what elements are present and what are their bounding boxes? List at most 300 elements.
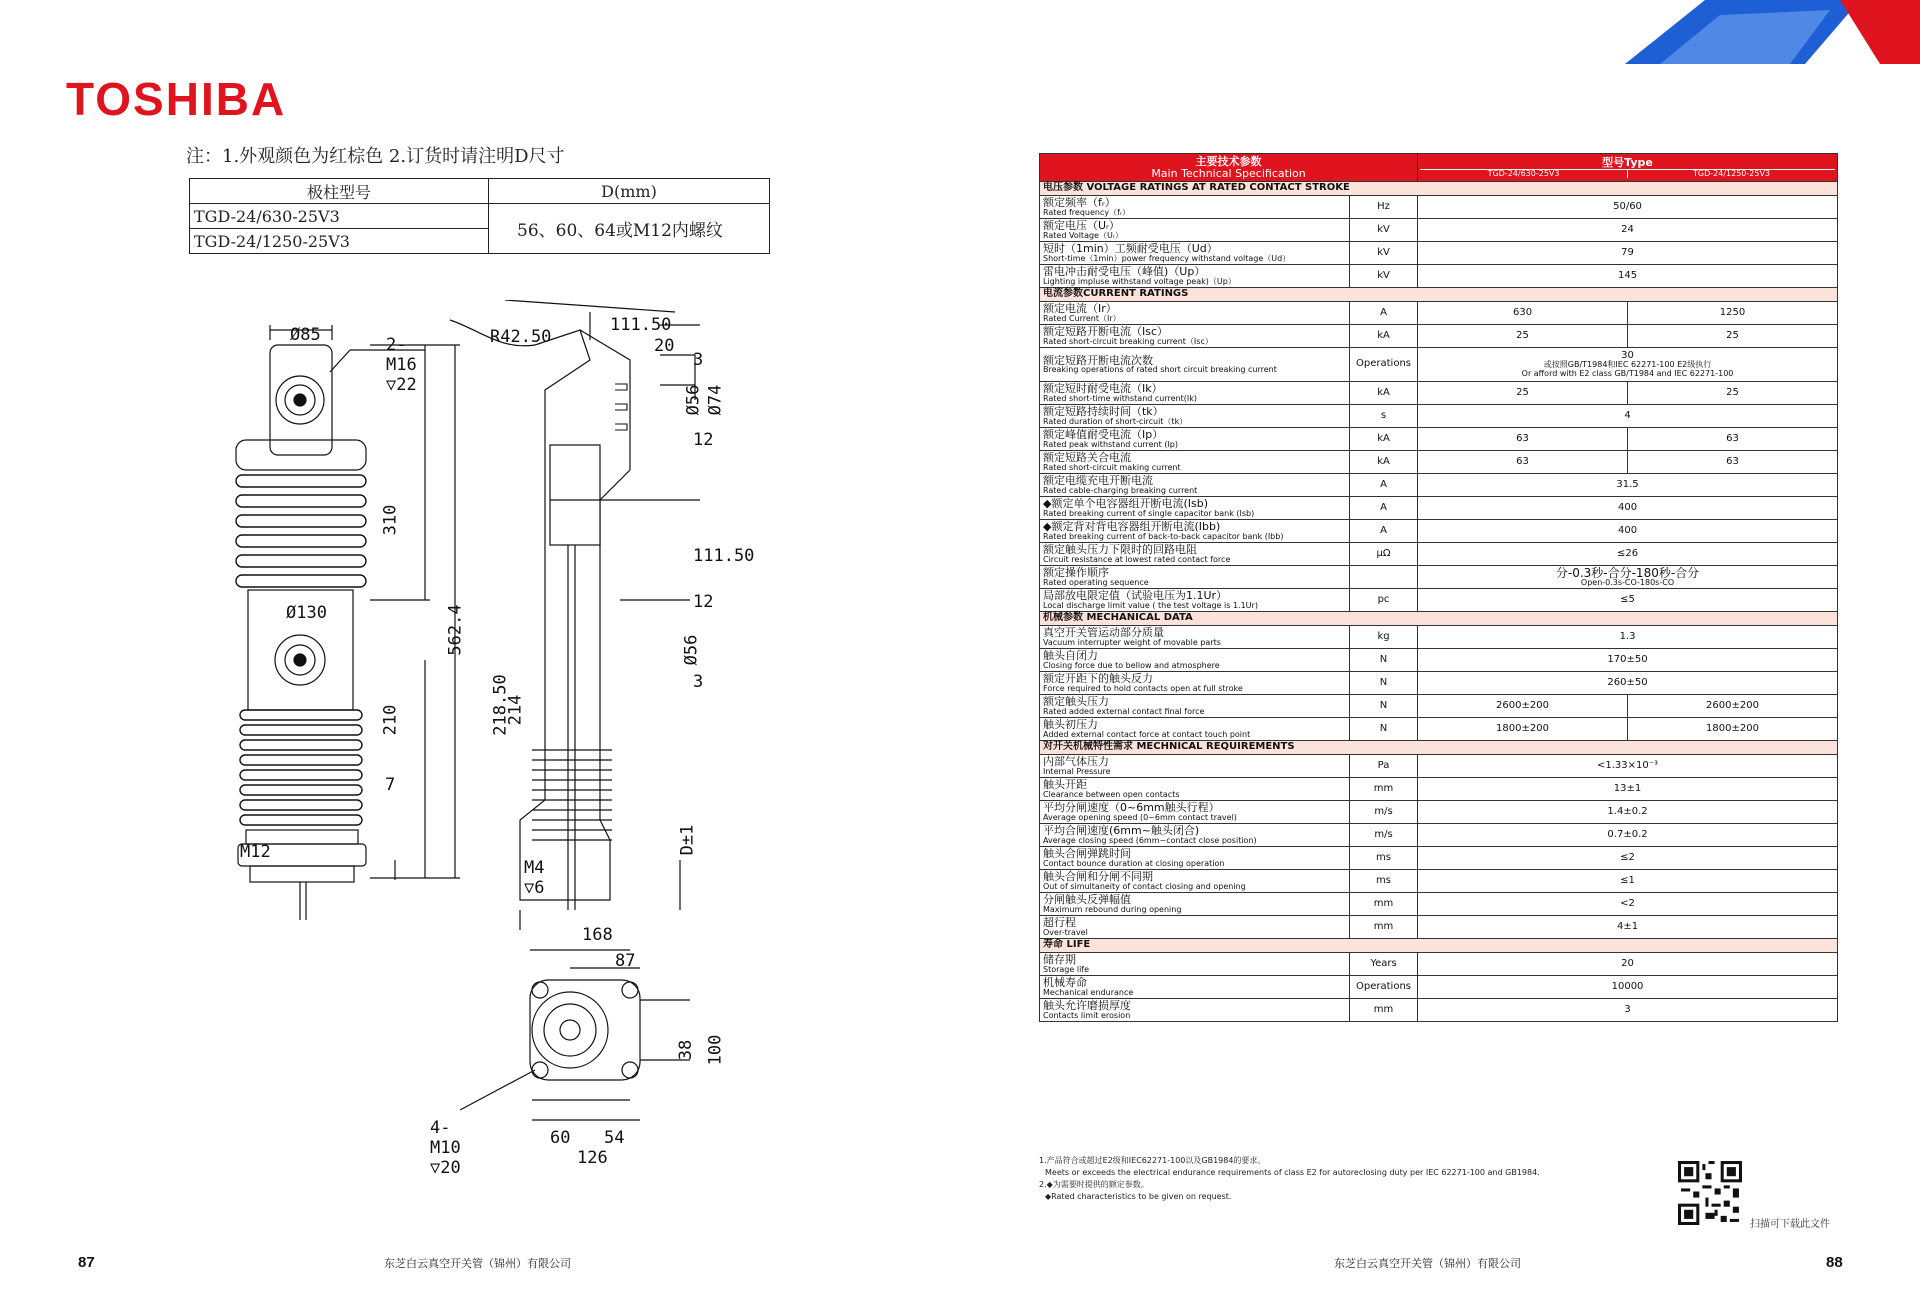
param-en: Rated short-circuit breaking current（Isc） — [1043, 336, 1213, 346]
param-en: Contacts limit erosion — [1043, 1010, 1131, 1020]
dim-label: 12 — [693, 592, 714, 612]
value-main: 10000 — [1611, 980, 1644, 992]
dim-label: Ø56 — [683, 384, 704, 416]
footer-right: 东芝白云真空开关管（锦州）有限公司 — [1334, 1257, 1521, 1270]
param-en: Closing force due to bellow and atmosphere — [1043, 660, 1220, 670]
param-name — [1040, 302, 1350, 325]
model-2-label: TGD-24/1250-25V3 — [1627, 170, 1835, 178]
param-unit: μΩ — [1350, 543, 1418, 566]
dim-label: 126 — [577, 1148, 608, 1168]
param-name — [1040, 566, 1350, 589]
param-unit: ms — [1350, 870, 1418, 893]
dim-label: R42.50 — [490, 327, 552, 347]
param-name — [1040, 474, 1350, 497]
param-value: 63 — [1418, 428, 1628, 451]
spec-row — [1040, 953, 1838, 976]
value-main: 0.7±0.2 — [1607, 828, 1648, 840]
param-value: 25 — [1418, 325, 1628, 348]
param-zh: ◆额定单个电容器组开断电流(Isb) — [1043, 497, 1208, 511]
dim-label: Ø130 — [286, 603, 327, 623]
type-label: 型号Type — [1602, 156, 1653, 170]
dim-label: 210 — [380, 704, 401, 736]
param-value — [1418, 672, 1838, 695]
param-unit: A — [1350, 520, 1418, 543]
param-unit: kg — [1350, 626, 1418, 649]
dim-label: 562.4 — [445, 604, 466, 656]
param-value — [1418, 626, 1838, 649]
dim-label: D±1 — [677, 824, 698, 856]
spec-row — [1040, 801, 1838, 824]
spec-row — [1040, 847, 1838, 870]
param-name — [1040, 497, 1350, 520]
param-value — [1418, 242, 1838, 265]
param-value: 63 — [1628, 451, 1838, 474]
footnote-1-en: Meets or exceeds the electrical endurance requirements of class E2 for autoreclosing duty per IEC 62271-100 and GB1984. — [1045, 1168, 1540, 1177]
dim-header-model: 极柱型号 — [190, 179, 489, 204]
param-name — [1040, 589, 1350, 612]
param-name — [1040, 242, 1350, 265]
spec-row — [1040, 265, 1838, 288]
value-main: 4±1 — [1616, 920, 1639, 932]
param-name — [1040, 265, 1350, 288]
spec-row — [1040, 242, 1838, 265]
param-name — [1040, 718, 1350, 741]
param-name — [1040, 348, 1350, 382]
section-title: 对开关机械特性需求 MECHNICAL REQUIREMENTS — [1040, 741, 1838, 755]
param-value — [1418, 566, 1838, 589]
param-value — [1418, 589, 1838, 612]
dim-label: Ø74 — [705, 384, 726, 416]
spec-row — [1040, 695, 1838, 718]
param-zh: 额定短路持续时间（tk） — [1043, 405, 1164, 419]
toshiba-logo: TOSHIBA — [66, 73, 287, 125]
dim-model-2: TGD-24/1250-25V3 — [190, 229, 489, 254]
param-name — [1040, 428, 1350, 451]
param-zh: 超行程 — [1043, 916, 1076, 930]
param-name — [1040, 451, 1350, 474]
spec-row — [1040, 497, 1838, 520]
spec-section-header — [1040, 612, 1838, 626]
footnotes — [1039, 1155, 1540, 1203]
param-zh: 机械寿命 — [1043, 976, 1087, 990]
dim-label: 54 — [604, 1128, 625, 1148]
param-value — [1418, 824, 1838, 847]
param-zh: 触头初压力 — [1043, 718, 1098, 732]
param-zh: 触头自闭力 — [1043, 649, 1098, 663]
section-title: 电流参数CURRENT RATINGS — [1040, 288, 1838, 302]
value-main: ≤2 — [1620, 851, 1635, 863]
param-value — [1418, 497, 1838, 520]
spec-body — [1040, 182, 1838, 1022]
param-name — [1040, 847, 1350, 870]
dim-label: 100 — [705, 1034, 726, 1066]
value-main: 31.5 — [1616, 478, 1639, 490]
value-main: 145 — [1617, 269, 1638, 281]
param-name — [1040, 916, 1350, 939]
param-en: Out of simultaneity of contact closing and opening — [1043, 881, 1246, 891]
param-value — [1418, 474, 1838, 497]
param-unit: A — [1350, 474, 1418, 497]
param-en: Clearance between open contacts — [1043, 789, 1180, 799]
param-value: 2600±200 — [1418, 695, 1628, 718]
param-zh: 触头开距 — [1043, 778, 1087, 792]
spec-row — [1040, 778, 1838, 801]
param-zh: 内部气体压力 — [1043, 755, 1109, 769]
value-sub: 或按照GB/T1984和IEC 62271-100 E2级执行 — [1543, 360, 1712, 370]
param-unit: N — [1350, 649, 1418, 672]
footnote-1: 1.产品符合或超过E2级和IEC62271-100以及GB1984的要求。 — [1039, 1156, 1266, 1165]
spec-row — [1040, 566, 1838, 589]
param-unit: Years — [1350, 953, 1418, 976]
param-zh: 额定短路开断电流（Isc） — [1043, 325, 1169, 339]
param-name — [1040, 801, 1350, 824]
param-unit: A — [1350, 497, 1418, 520]
param-unit: kV — [1350, 265, 1418, 288]
value-main: 24 — [1621, 223, 1634, 235]
spec-row — [1040, 543, 1838, 566]
param-value: 630 — [1418, 302, 1628, 325]
value-main: ≤1 — [1620, 874, 1635, 886]
footnote-2-en: ◆Rated characteristics to be given on request. — [1045, 1192, 1232, 1201]
param-en: Rated cable-charging breaking current — [1043, 485, 1198, 495]
param-zh: 额定峰值耐受电流（Ip） — [1043, 428, 1164, 442]
dim-label: 12 — [693, 430, 714, 450]
param-value — [1418, 976, 1838, 999]
order-note: 注：1.外观颜色为红棕色 2.订货时请注明D尺寸 — [186, 146, 565, 167]
value-main: <2 — [1620, 897, 1635, 909]
param-en: Rated Current（Ir） — [1043, 313, 1121, 323]
param-value — [1418, 870, 1838, 893]
dim-label: 38 — [676, 1039, 697, 1061]
param-value — [1418, 219, 1838, 242]
page-number-right: 88 — [1826, 1254, 1843, 1271]
section-title: 寿命 LIFE — [1040, 939, 1838, 953]
dim-model-1: TGD-24/630-25V3 — [190, 204, 489, 229]
value-main: 分-0.3秒-合分-180秒-合分 — [1555, 565, 1700, 580]
param-en: Added external contact force at contact touch point — [1043, 729, 1251, 739]
param-zh: 触头允许磨损厚度 — [1043, 999, 1131, 1013]
param-name — [1040, 626, 1350, 649]
param-value: 2600±200 — [1628, 695, 1838, 718]
spec-row — [1040, 916, 1838, 939]
param-name — [1040, 520, 1350, 543]
param-unit: N — [1350, 695, 1418, 718]
dim-label: 2-M16 ▽22 — [386, 335, 417, 395]
spec-row — [1040, 405, 1838, 428]
dim-label: 3 — [693, 672, 704, 692]
page-number-left: 87 — [78, 1254, 95, 1271]
param-zh: 额定短时耐受电流（Ik） — [1043, 382, 1163, 396]
param-unit: mm — [1350, 778, 1418, 801]
param-en: Over-travel — [1043, 927, 1088, 937]
param-unit: kA — [1350, 382, 1418, 405]
param-name — [1040, 325, 1350, 348]
param-value — [1418, 543, 1838, 566]
spec-row — [1040, 626, 1838, 649]
param-name — [1040, 196, 1350, 219]
param-zh: 局部放电限定值（试验电压为1.1Ur） — [1043, 589, 1228, 603]
dimension-table — [189, 178, 770, 254]
spec-row — [1040, 870, 1838, 893]
param-value — [1418, 801, 1838, 824]
param-unit: kA — [1350, 428, 1418, 451]
value-main: 3 — [1624, 1003, 1631, 1015]
param-en: Mechanical endurance — [1043, 987, 1134, 997]
param-name — [1040, 976, 1350, 999]
param-unit: m/s — [1350, 801, 1418, 824]
param-en: Breaking operations of rated short circuit breaking current — [1043, 365, 1277, 375]
spec-row — [1040, 718, 1838, 741]
param-unit: mm — [1350, 999, 1418, 1022]
param-unit: kV — [1350, 242, 1418, 265]
param-name — [1040, 543, 1350, 566]
param-en: Contact bounce duration at closing operation — [1043, 858, 1225, 868]
param-en: Internal Pressure — [1043, 766, 1111, 776]
section-view — [450, 300, 700, 930]
value-main: 400 — [1617, 524, 1638, 536]
param-zh: 额定电缆充电开断电流 — [1043, 474, 1153, 488]
param-zh: 额定电压（Uᵣ） — [1043, 219, 1120, 233]
param-value: 25 — [1418, 382, 1628, 405]
param-en: Short-time（1min）power frequency withstand voltage（Ud） — [1043, 253, 1291, 263]
param-zh: 雷电冲击耐受电压（峰值)（Up） — [1043, 265, 1206, 279]
param-unit: kA — [1350, 451, 1418, 474]
spec-row — [1040, 649, 1838, 672]
param-zh: 额定短路关合电流 — [1043, 451, 1131, 465]
param-value — [1418, 196, 1838, 219]
model-1-label: TGD-24/630-25V3 — [1487, 168, 1560, 178]
param-unit: kV — [1350, 219, 1418, 242]
spec-section-header — [1040, 939, 1838, 953]
param-unit: s — [1350, 405, 1418, 428]
param-en: Rated frequency（fᵣ） — [1043, 207, 1130, 217]
dim-label: M12 — [240, 842, 271, 862]
dim-header-d: D(mm) — [489, 179, 770, 204]
param-unit: ms — [1350, 847, 1418, 870]
param-value — [1418, 999, 1838, 1022]
qr-code[interactable] — [1678, 1161, 1742, 1225]
param-zh: 额定触头压力下限时的回路电阻 — [1043, 543, 1197, 557]
spec-row — [1040, 824, 1838, 847]
dim-label: Ø85 — [290, 325, 321, 345]
spec-row — [1040, 451, 1838, 474]
value-main: 400 — [1617, 501, 1638, 513]
value-main: 30 — [1621, 349, 1634, 361]
param-en: Rated operating sequence — [1043, 577, 1149, 587]
param-zh: 储存期 — [1043, 953, 1076, 967]
param-zh: 额定开距下的触头反力 — [1043, 672, 1153, 686]
dim-label: 60 — [550, 1128, 571, 1148]
param-value — [1418, 847, 1838, 870]
value-main: ≤26 — [1616, 547, 1639, 559]
dim-label: 3 — [693, 350, 704, 370]
param-name — [1040, 695, 1350, 718]
spec-row — [1040, 672, 1838, 695]
param-value — [1418, 953, 1838, 976]
value-main: 260±50 — [1607, 676, 1648, 688]
corner-decoration — [1360, 0, 1920, 70]
param-name — [1040, 382, 1350, 405]
param-zh: 额定电流（Ir） — [1043, 302, 1117, 316]
dim-label: 4-M10 ▽20 — [430, 1118, 461, 1178]
param-value — [1418, 265, 1838, 288]
param-en: Rated peak withstand current (Ip) — [1043, 439, 1178, 449]
spec-row — [1040, 474, 1838, 497]
param-en: Lighting impluse withstand voltage peak)（Up） — [1043, 276, 1236, 286]
spec-row — [1040, 428, 1838, 451]
param-value: 63 — [1418, 451, 1628, 474]
param-zh: 分闸触头反弹幅值 — [1043, 893, 1131, 907]
param-zh: ◆额定背对背电容器组开断电流(Ibb) — [1043, 520, 1221, 534]
param-en: Vacuum interrupter weight of movable parts — [1043, 637, 1221, 647]
param-name — [1040, 953, 1350, 976]
value-sub-en: Or afford with E2 class GB/T1984 and IEC 62271-100 — [1521, 368, 1734, 378]
dim-label: Ø56 — [681, 634, 702, 666]
value-main: 1.3 — [1619, 630, 1636, 642]
param-unit: N — [1350, 672, 1418, 695]
param-name — [1040, 219, 1350, 242]
spec-row — [1040, 893, 1838, 916]
param-unit: mm — [1350, 916, 1418, 939]
param-value: 1800±200 — [1418, 718, 1628, 741]
param-value: 1800±200 — [1628, 718, 1838, 741]
bottom-view — [460, 950, 690, 1120]
param-unit — [1350, 566, 1418, 589]
param-name — [1040, 870, 1350, 893]
param-name — [1040, 755, 1350, 778]
param-name — [1040, 999, 1350, 1022]
spec-row — [1040, 382, 1838, 405]
spec-header-en: Main Technical Specification — [1151, 166, 1306, 180]
spec-row — [1040, 219, 1838, 242]
param-unit: m/s — [1350, 824, 1418, 847]
dim-label: 111.50 — [693, 546, 755, 566]
dim-label: 7 — [385, 775, 396, 795]
dim-d-value: 56、60、64或M12内螺纹 — [489, 204, 770, 254]
footer-left: 东芝白云真空开关管（锦州）有限公司 — [384, 1257, 571, 1270]
param-en: Rated duration of short-circuit（tk） — [1043, 416, 1188, 426]
spec-section-header — [1040, 288, 1838, 302]
param-en: Storage life — [1043, 964, 1090, 974]
param-unit: kA — [1350, 325, 1418, 348]
param-zh: 触头合闸弹跳时间 — [1043, 847, 1131, 861]
param-value — [1418, 755, 1838, 778]
param-en: Maximum rebound during opening — [1043, 904, 1182, 914]
param-en: Rated breaking current of single capacitor bank (Isb) — [1043, 508, 1255, 518]
param-zh: 平均分闸速度（0~6mm触头行程） — [1043, 801, 1220, 815]
param-value — [1418, 778, 1838, 801]
front-view — [236, 325, 460, 920]
param-value — [1418, 520, 1838, 543]
param-value — [1418, 893, 1838, 916]
param-en: Force required to hold contacts open at full stroke — [1043, 683, 1243, 693]
param-unit: Operations — [1350, 976, 1418, 999]
spec-header-cell — [1040, 154, 1418, 182]
spec-row — [1040, 755, 1838, 778]
param-unit: Pa — [1350, 755, 1418, 778]
value-main: 4 — [1624, 409, 1631, 421]
dim-label: M4 ▽6 — [524, 858, 545, 898]
dim-label: 218.50 — [490, 674, 511, 736]
value-main: 20 — [1621, 957, 1634, 969]
param-name — [1040, 405, 1350, 428]
param-unit: pc — [1350, 589, 1418, 612]
param-en: Average opening speed (0~6mm contact travel) — [1043, 812, 1237, 822]
param-unit: Operations — [1350, 348, 1418, 382]
spec-section-header — [1040, 741, 1838, 755]
dim-label: 111.50 — [610, 315, 672, 335]
param-en: Rated added external contact final force — [1043, 706, 1205, 716]
param-value: 63 — [1628, 428, 1838, 451]
param-en: Rated breaking current of back-to-back capacitor bank (Ibb) — [1043, 531, 1284, 541]
dim-label: 310 — [380, 504, 401, 536]
param-name — [1040, 672, 1350, 695]
param-zh: 平均合闸速度(6mm~触头闭合) — [1043, 824, 1200, 838]
param-unit: N — [1350, 718, 1418, 741]
spec-row — [1040, 325, 1838, 348]
param-en: Rated short-circuit making current — [1043, 462, 1181, 472]
param-name — [1040, 649, 1350, 672]
param-unit: mm — [1350, 893, 1418, 916]
param-en: Average closing speed (6mm~contact close position) — [1043, 835, 1257, 845]
param-en: Rated short-time withstand current(Ik) — [1043, 393, 1197, 403]
param-value — [1418, 649, 1838, 672]
param-value: 1250 — [1628, 302, 1838, 325]
param-zh: 短时（1min）工频耐受电压（Ud） — [1043, 242, 1218, 256]
spec-row — [1040, 976, 1838, 999]
section-title: 电压参数 VOLTAGE RATINGS AT RATED CONTACT STROKE — [1040, 182, 1838, 196]
technical-drawing — [220, 300, 740, 1180]
value-main: <1.33×10⁻³ — [1596, 759, 1659, 771]
param-value: 25 — [1628, 325, 1838, 348]
param-name — [1040, 824, 1350, 847]
param-value — [1418, 916, 1838, 939]
spec-row — [1040, 520, 1838, 543]
value-main: 170±50 — [1607, 653, 1648, 665]
param-zh: 额定触头压力 — [1043, 695, 1109, 709]
footnote-2: 2.◆为需要时提供的额定参数。 — [1039, 1180, 1149, 1189]
section-title: 机械参数 MECHANICAL DATA — [1040, 612, 1838, 626]
qr-caption: 扫描可下载此文件 — [1750, 1219, 1830, 1230]
dim-label: 20 — [654, 336, 675, 356]
value-main: 13±1 — [1613, 782, 1642, 794]
spec-section-header — [1040, 182, 1838, 196]
param-value — [1418, 348, 1838, 382]
spec-row — [1040, 302, 1838, 325]
param-zh: 额定频率（fᵣ） — [1043, 196, 1116, 210]
value-sub: Open-0.3s-CO-180s-CO — [1580, 578, 1675, 588]
spec-header-zh: 主要技术参数 — [1195, 155, 1262, 168]
spec-row — [1040, 196, 1838, 219]
value-main: ≤5 — [1620, 593, 1635, 605]
param-zh: 真空开关管运动部分质量 — [1043, 626, 1164, 640]
dim-label: 87 — [615, 951, 636, 971]
param-en: Rated Voltage（Uᵣ） — [1043, 230, 1123, 240]
value-main: 50/60 — [1613, 200, 1642, 212]
value-main: 79 — [1621, 246, 1634, 258]
value-main: 1.4±0.2 — [1607, 805, 1648, 817]
param-zh: 额定操作顺序 — [1043, 566, 1109, 580]
param-en: Local discharge limit value ( the test voltage is 1.1Ur) — [1043, 600, 1258, 610]
param-value: 25 — [1628, 382, 1838, 405]
spec-row — [1040, 348, 1838, 382]
param-name — [1040, 778, 1350, 801]
param-unit: A — [1350, 302, 1418, 325]
dim-label: 214 — [505, 694, 526, 726]
param-en: Circuit resistance at lowest rated contact force — [1043, 554, 1231, 564]
type-header-cell — [1418, 154, 1838, 182]
param-zh: 额定短路开断电流次数 — [1043, 353, 1153, 367]
